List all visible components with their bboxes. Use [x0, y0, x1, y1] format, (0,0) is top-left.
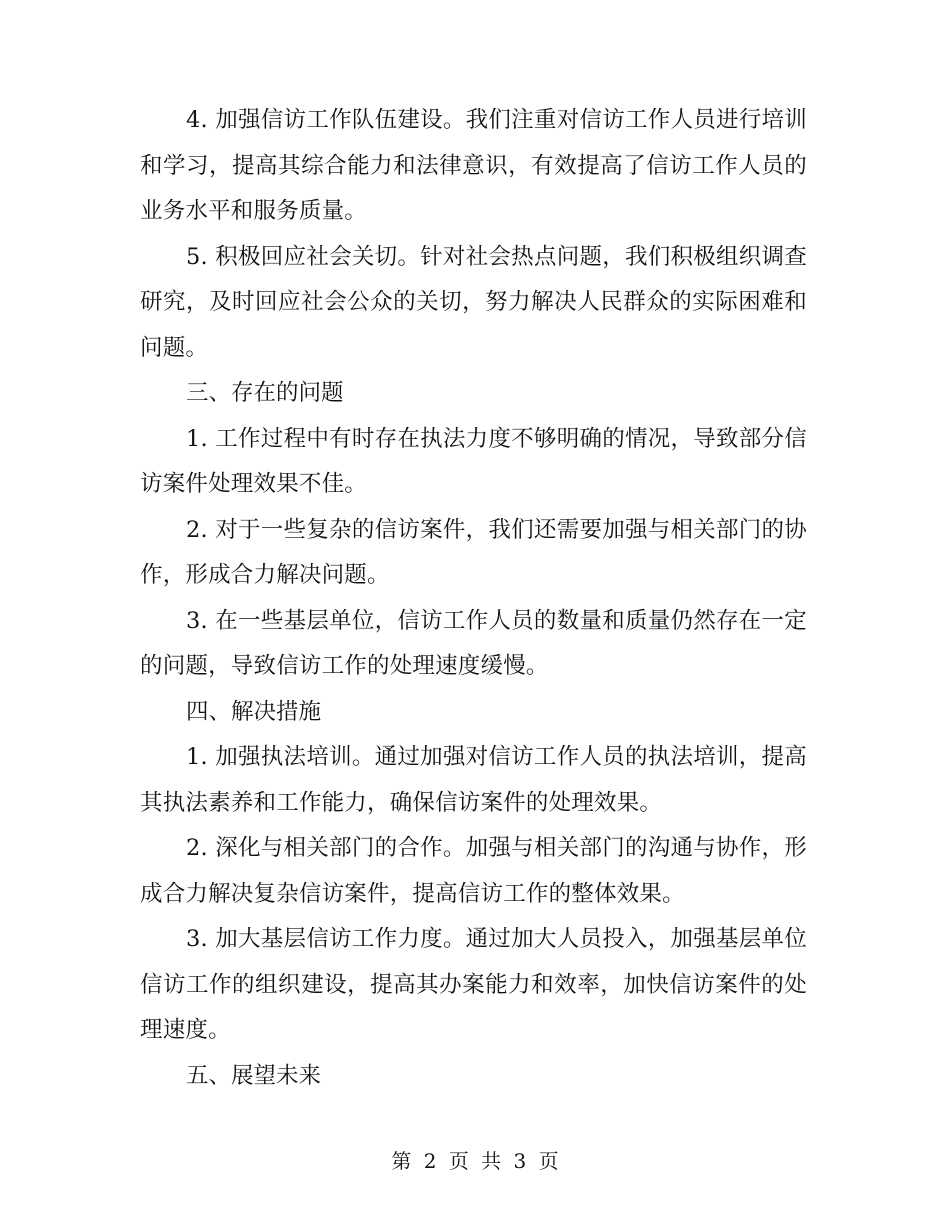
paragraph-measure-1: 1. 加强执法培训。通过加强对信访工作人员的执法培训，提高其执法素养和工作能力，确保信访案件的处理效果。: [140, 744, 807, 816]
page-number-footer: 第 2 页 共 3 页: [391, 1149, 559, 1173]
paragraph-item-4: 4. 加强信访工作队伍建设。我们注重对信访工作人员进行培训和学习，提高其综合能力和法律意识，有效提高了信访工作人员的业务水平和服务质量。: [140, 107, 807, 224]
paragraph-measure-2: 2. 深化与相关部门的合作。加强与相关部门的沟通与协作，形成合力解决复杂信访案件，提高信访工作的整体效果。: [140, 835, 807, 907]
section-heading-outlook: 五、展望未来: [186, 1062, 322, 1089]
paragraph-problem-2: 2. 对于一些复杂的信访案件，我们还需要加强与相关部门的协作，形成合力解决问题。: [140, 516, 807, 588]
document-body: [140, 98, 807, 1099]
paragraph-item-5: 5. 积极回应社会关切。针对社会热点问题，我们积极组织调查研究，及时回应社会公众的关切，努力解决人民群众的实际困难和问题。: [140, 243, 807, 361]
paragraph-problem-3: 3. 在一些基层单位，信访工作人员的数量和质量仍然存在一定的问题，导致信访工作的处理速度缓慢。: [140, 607, 807, 679]
paragraph-measure-3: 3. 加大基层信访工作力度。通过加大人员投入，加强基层单位信访工作的组织建设，提高其办案能力和效率，加快信访案件的处理速度。: [140, 926, 807, 1043]
paragraph-problem-1: 1. 工作过程中有时存在执法力度不够明确的情况，导致部分信访案件处理效果不佳。: [140, 425, 807, 497]
section-heading-measures: 四、解决措施: [186, 698, 322, 725]
section-heading-problems: 三、存在的问题: [186, 380, 344, 406]
